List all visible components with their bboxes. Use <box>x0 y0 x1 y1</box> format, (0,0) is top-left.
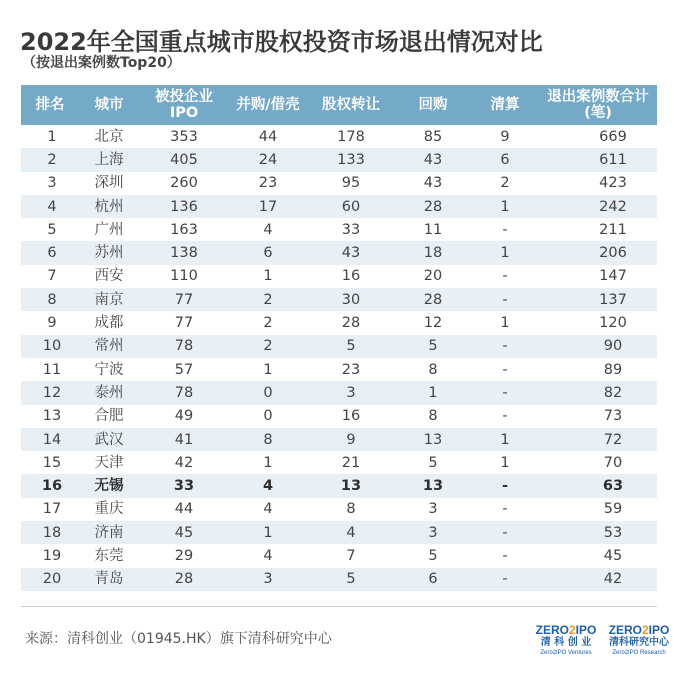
table-body <box>21 125 657 591</box>
cell-liquidation: - <box>471 521 539 544</box>
cell-total: 90 <box>539 335 657 358</box>
cell-ipo: 78 <box>139 381 229 404</box>
cell-buyback: 28 <box>395 195 471 218</box>
cell-city: 武汉 <box>79 428 139 451</box>
cell-ma: 17 <box>229 195 307 218</box>
cell-ipo: 28 <box>139 568 229 591</box>
cell-liquidation: - <box>471 474 539 497</box>
footer-divider <box>21 606 657 607</box>
cell-buyback: 13 <box>395 428 471 451</box>
cell-total: 137 <box>539 288 657 311</box>
logo-wordmark: ZERO2IPO <box>535 623 597 637</box>
cell-rank: 4 <box>21 195 79 218</box>
cell-ipo: 163 <box>139 218 229 241</box>
column-header-liquidation <box>471 85 539 125</box>
cell-rank: 5 <box>21 218 79 241</box>
cell-ipo: 77 <box>139 288 229 311</box>
cell-ipo: 405 <box>139 148 229 171</box>
cell-equity-transfer: 9 <box>307 428 395 451</box>
column-header-buyback <box>395 85 471 125</box>
cell-city: 西安 <box>79 265 139 288</box>
logo-cn-name: 清科研究中心 <box>609 637 669 648</box>
logo-cn-name: 清 科 创 业 <box>540 637 592 648</box>
cell-total: 211 <box>539 218 657 241</box>
cell-liquidation: - <box>471 218 539 241</box>
cell-rank: 14 <box>21 428 79 451</box>
cell-liquidation: - <box>471 335 539 358</box>
cell-total: 63 <box>539 474 657 497</box>
logo-wordmark: ZERO2IPO <box>608 623 670 637</box>
cell-equity-transfer: 21 <box>307 451 395 474</box>
cell-equity-transfer: 95 <box>307 172 395 195</box>
cell-rank: 12 <box>21 381 79 404</box>
column-header-rank <box>21 85 79 125</box>
cell-equity-transfer: 60 <box>307 195 395 218</box>
cell-equity-transfer: 5 <box>307 335 395 358</box>
cell-equity-transfer: 13 <box>307 474 395 497</box>
cell-total: 89 <box>539 358 657 381</box>
cell-rank: 16 <box>21 474 79 497</box>
cell-ma: 0 <box>229 405 307 428</box>
cell-liquidation: - <box>471 288 539 311</box>
cell-liquidation: 1 <box>471 195 539 218</box>
table-row <box>21 218 657 241</box>
cell-ma: 6 <box>229 241 307 264</box>
column-header-city <box>79 85 139 125</box>
cell-rank: 10 <box>21 335 79 358</box>
table-row <box>21 568 657 591</box>
cell-buyback: 8 <box>395 358 471 381</box>
table-row <box>21 172 657 195</box>
cell-city: 东莞 <box>79 544 139 567</box>
cell-total: 45 <box>539 544 657 567</box>
cell-total: 423 <box>539 172 657 195</box>
table-row <box>21 498 657 521</box>
cell-ma: 23 <box>229 172 307 195</box>
cell-liquidation: - <box>471 544 539 567</box>
column-header-text: (笔) <box>584 105 612 121</box>
cell-equity-transfer: 178 <box>307 125 395 148</box>
cell-city: 天津 <box>79 451 139 474</box>
cell-ipo: 41 <box>139 428 229 451</box>
cell-buyback: 5 <box>395 544 471 567</box>
cell-liquidation: - <box>471 265 539 288</box>
cell-buyback: 3 <box>395 521 471 544</box>
cell-city: 杭州 <box>79 195 139 218</box>
cell-buyback: 12 <box>395 311 471 334</box>
cell-city: 成都 <box>79 311 139 334</box>
cell-city: 济南 <box>79 521 139 544</box>
cell-equity-transfer: 28 <box>307 311 395 334</box>
cell-buyback: 43 <box>395 172 471 195</box>
cell-ma: 0 <box>229 381 307 404</box>
cell-rank: 6 <box>21 241 79 264</box>
cell-buyback: 5 <box>395 335 471 358</box>
cell-liquidation: 9 <box>471 125 539 148</box>
cell-buyback: 3 <box>395 498 471 521</box>
cell-ma: 4 <box>229 474 307 497</box>
cell-liquidation: 1 <box>471 311 539 334</box>
cell-city: 广州 <box>79 218 139 241</box>
cell-city: 泰州 <box>79 381 139 404</box>
table-row <box>21 428 657 451</box>
cell-ma: 4 <box>229 544 307 567</box>
cell-total: 70 <box>539 451 657 474</box>
cell-ipo: 138 <box>139 241 229 264</box>
cell-rank: 15 <box>21 451 79 474</box>
table-row <box>21 265 657 288</box>
cell-ma: 2 <box>229 288 307 311</box>
table-row <box>21 521 657 544</box>
cell-buyback: 11 <box>395 218 471 241</box>
cell-liquidation: 1 <box>471 451 539 474</box>
cell-ipo: 45 <box>139 521 229 544</box>
cell-ma: 3 <box>229 568 307 591</box>
cell-city: 合肥 <box>79 405 139 428</box>
cell-rank: 20 <box>21 568 79 591</box>
cell-equity-transfer: 30 <box>307 288 395 311</box>
cell-ipo: 110 <box>139 265 229 288</box>
cell-rank: 1 <box>21 125 79 148</box>
column-header-text: 股权转让 <box>322 97 380 113</box>
cell-equity-transfer: 16 <box>307 265 395 288</box>
cell-rank: 2 <box>21 148 79 171</box>
cell-total: 53 <box>539 521 657 544</box>
cell-ma: 24 <box>229 148 307 171</box>
column-header-text: 排名 <box>35 97 65 113</box>
cell-total: 42 <box>539 568 657 591</box>
table-row <box>21 311 657 334</box>
cell-total: 206 <box>539 241 657 264</box>
cell-total: 147 <box>539 265 657 288</box>
cell-total: 242 <box>539 195 657 218</box>
cell-ipo: 353 <box>139 125 229 148</box>
logo-en-name: Zero2IPO Ventures <box>540 650 592 656</box>
zero2ipo-research-logo <box>604 624 674 657</box>
cell-equity-transfer: 133 <box>307 148 395 171</box>
cell-equity-transfer: 43 <box>307 241 395 264</box>
cell-equity-transfer: 33 <box>307 218 395 241</box>
cell-rank: 19 <box>21 544 79 567</box>
cell-liquidation: - <box>471 381 539 404</box>
cell-total: 73 <box>539 405 657 428</box>
table-row <box>21 544 657 567</box>
cell-ma: 2 <box>229 311 307 334</box>
cell-ipo: 33 <box>139 474 229 497</box>
zero2ipo-ventures-logo <box>531 624 601 657</box>
cell-city: 北京 <box>79 125 139 148</box>
column-header-ma <box>229 85 307 125</box>
column-header-ipo <box>139 85 229 125</box>
cell-ipo: 77 <box>139 311 229 334</box>
cell-ipo: 49 <box>139 405 229 428</box>
cell-liquidation: 1 <box>471 428 539 451</box>
cell-ma: 1 <box>229 451 307 474</box>
cell-buyback: 5 <box>395 451 471 474</box>
cell-total: 82 <box>539 381 657 404</box>
logo-en-name: Zero2IPO Research <box>612 650 666 656</box>
cell-total: 120 <box>539 311 657 334</box>
cell-buyback: 1 <box>395 381 471 404</box>
cell-rank: 3 <box>21 172 79 195</box>
cell-liquidation: - <box>471 405 539 428</box>
exit-cases-table <box>21 85 657 591</box>
table-row <box>21 288 657 311</box>
table-row <box>21 125 657 148</box>
table-row <box>21 474 657 497</box>
cell-city: 青岛 <box>79 568 139 591</box>
table-row <box>21 358 657 381</box>
cell-buyback: 85 <box>395 125 471 148</box>
column-header-total <box>539 85 657 125</box>
table-row <box>21 405 657 428</box>
cell-liquidation: 1 <box>471 241 539 264</box>
cell-ma: 44 <box>229 125 307 148</box>
cell-buyback: 43 <box>395 148 471 171</box>
page-title: 2022年全国重点城市股权投资市场退出情况对比 <box>20 28 543 56</box>
cell-liquidation: 6 <box>471 148 539 171</box>
cell-city: 宁波 <box>79 358 139 381</box>
column-header-text: 回购 <box>418 97 448 113</box>
column-header-text: 清算 <box>490 97 520 113</box>
column-header-text: 被投企业 <box>155 89 213 105</box>
cell-ipo: 260 <box>139 172 229 195</box>
cell-city: 常州 <box>79 335 139 358</box>
page-subtitle: （按退出案例数Top20） <box>22 55 181 71</box>
cell-rank: 13 <box>21 405 79 428</box>
table-row <box>21 195 657 218</box>
table-row <box>21 148 657 171</box>
source-note: 来源：清科创业（01945.HK）旗下清科研究中心 <box>25 631 332 647</box>
cell-ipo: 57 <box>139 358 229 381</box>
cell-ipo: 136 <box>139 195 229 218</box>
cell-city: 上海 <box>79 148 139 171</box>
cell-rank: 18 <box>21 521 79 544</box>
table-row <box>21 451 657 474</box>
cell-ma: 2 <box>229 335 307 358</box>
cell-liquidation: - <box>471 498 539 521</box>
cell-ma: 4 <box>229 218 307 241</box>
column-header-text: 城市 <box>94 97 124 113</box>
table-header-row <box>21 85 657 125</box>
cell-buyback: 13 <box>395 474 471 497</box>
cell-buyback: 6 <box>395 568 471 591</box>
cell-equity-transfer: 23 <box>307 358 395 381</box>
cell-liquidation: 2 <box>471 172 539 195</box>
column-header-text: 退出案例数合计 <box>547 89 649 105</box>
cell-rank: 7 <box>21 265 79 288</box>
cell-equity-transfer: 3 <box>307 381 395 404</box>
cell-ma: 1 <box>229 521 307 544</box>
cell-equity-transfer: 5 <box>307 568 395 591</box>
cell-liquidation: - <box>471 568 539 591</box>
table-row <box>21 381 657 404</box>
cell-rank: 17 <box>21 498 79 521</box>
cell-equity-transfer: 16 <box>307 405 395 428</box>
column-header-equity-transfer <box>307 85 395 125</box>
table-row <box>21 335 657 358</box>
cell-total: 59 <box>539 498 657 521</box>
cell-ipo: 42 <box>139 451 229 474</box>
cell-equity-transfer: 8 <box>307 498 395 521</box>
cell-city: 苏州 <box>79 241 139 264</box>
cell-city: 深圳 <box>79 172 139 195</box>
cell-buyback: 18 <box>395 241 471 264</box>
cell-rank: 11 <box>21 358 79 381</box>
cell-ma: 1 <box>229 265 307 288</box>
cell-rank: 8 <box>21 288 79 311</box>
cell-ipo: 78 <box>139 335 229 358</box>
cell-liquidation: - <box>471 358 539 381</box>
cell-ipo: 29 <box>139 544 229 567</box>
cell-city: 无锡 <box>79 474 139 497</box>
cell-rank: 9 <box>21 311 79 334</box>
cell-city: 南京 <box>79 288 139 311</box>
table-row <box>21 241 657 264</box>
cell-ma: 1 <box>229 358 307 381</box>
column-header-text: IPO <box>169 105 199 121</box>
cell-ma: 8 <box>229 428 307 451</box>
cell-equity-transfer: 4 <box>307 521 395 544</box>
cell-total: 72 <box>539 428 657 451</box>
cell-equity-transfer: 7 <box>307 544 395 567</box>
cell-total: 611 <box>539 148 657 171</box>
cell-buyback: 28 <box>395 288 471 311</box>
cell-ma: 4 <box>229 498 307 521</box>
cell-buyback: 8 <box>395 405 471 428</box>
column-header-text: 并购/借壳 <box>236 97 300 113</box>
cell-buyback: 20 <box>395 265 471 288</box>
cell-ipo: 44 <box>139 498 229 521</box>
cell-city: 重庆 <box>79 498 139 521</box>
cell-total: 669 <box>539 125 657 148</box>
